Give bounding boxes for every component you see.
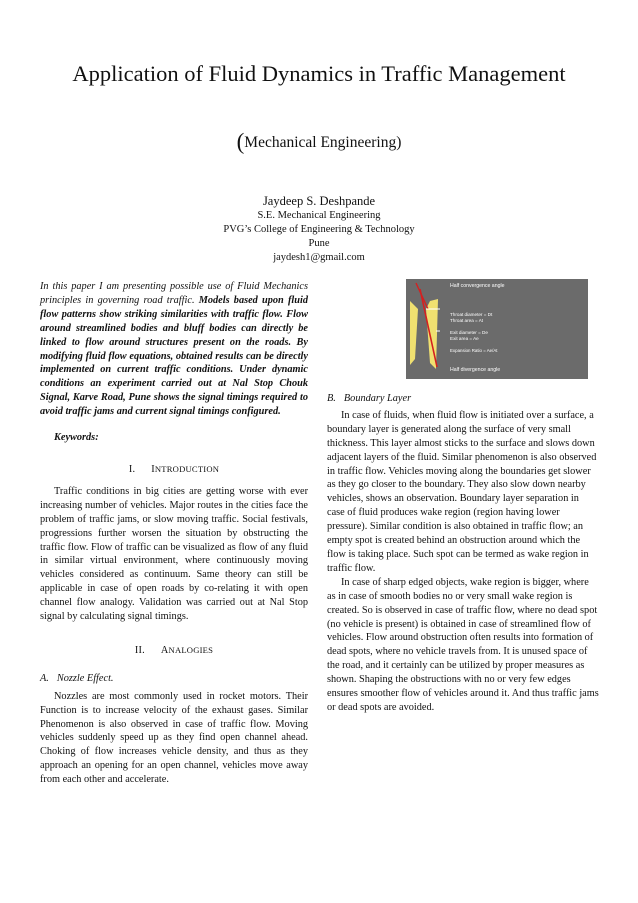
subsection-heading-nozzle <box>40 672 308 686</box>
heading-rest: NALOGIES <box>168 644 214 655</box>
abstract <box>40 280 308 419</box>
introduction-body: Traffic conditions in big cities are getting worse with ever increasing number of vehicles. Major routes in the cities face the problem of traffic jams, or slow moving traffic. Social festivals, progressions further worsen the situation by obstructing the traffic flow. Flow of traffic can be visualized as flow of any fluid in similar virtual environment, where continuously moving vehicles considered as continuum. Same theory can still be applicable in case of open roads by co-relating it with open channel flow analogy. Validation was carried out at Nal Stop signal by calculating signal timings. <box>40 485 308 623</box>
author-block <box>60 193 578 265</box>
section-number: I. <box>128 463 136 475</box>
subsection-letter: B. <box>327 393 336 404</box>
label-exit-diameter: Exit diameter = De <box>450 330 488 335</box>
label-throat-area: Throat area = At <box>450 318 484 323</box>
label-throat-diameter: Throat diameter = Dt <box>450 312 493 317</box>
boundary-paragraph-1: In case of fluids, when fluid flow is initiated over a surface, a boundary layer is generated along the surface of very small thickness. This layer almost sticks to the surface and slows down adjacent layers of the fluid. Similar phenomenon is also observed in traffic flow. Vehicles moving along the boundaries get slower as they go closer to the boundary. They also slow down nearby vehicles, shows an observation. Boundary layer separation in case of fluid produces wake region (region having lower pressure). Similar condition is also obtained in traffic flow; an empty spot is created behind an obstruction around which the flow is taking place. Such spot can be termed as wake region in traffic flow. <box>327 409 597 574</box>
author-department: S.E. Mechanical Engineering <box>257 210 381 221</box>
abstract-bold: Models based upon fluid flow patterns show striking similarities with traffic flow. Flow around streamlined bodies and bluff bodies can directly be linked to flow around structures present on the roads. By modifying fluid flow equations, obtained results can be directly implemented on current traffic conditions. Under dynamic conditions an experiment carried out at Nal Stop Chouk Signal, Karve Road, Pune shows the signal timings required to avoid traffic jams and current signal timings configured. <box>40 294 308 418</box>
left-column <box>40 280 308 787</box>
label-convergence: Half convergence angle <box>450 283 505 289</box>
nozzle-body: Nozzles are most commonly used in rocket motors. Their Function is to increase velocity of the exhaust gases. Similar Phenomenon is also observed in case of traffic flow. Moving vehicles suddenly speed up as they find open channel ahead. Choking of flow increases vehicle density, and thus as they approach an opening for an open channel, vehicles move away from each other and accelerate. <box>40 690 308 786</box>
boundary-paragraph-2: In case of sharp edged objects, wake region is bigger, where as in case of smooth bodies no or very small wake region is created. So is observed in case of traffic flow, where no dead spot (no vehicle is present) is obtained in case of streamlined flow of vehicles. Flow around obstruction often results into formation of dead spots, where no vehicle travels from. It is unused space of the road, and it certainly can be utilized by proper measures as shown. Shaping the obstructions with no or very few edges ensures smoother flow of vehicles around it. And thus traffic jams or dead spots are avoided. <box>327 576 599 713</box>
nozzle-figure <box>406 279 588 379</box>
label-exit-area: Exit area = Ae <box>450 336 479 341</box>
subsection-title: Boundary Layer <box>343 393 412 404</box>
paper-subtitle <box>60 129 578 155</box>
author-city: Pune <box>308 238 330 249</box>
author-name: Jaydeep S. Deshpande <box>262 194 376 208</box>
label-divergence: Half divergence angle <box>450 367 501 373</box>
right-column <box>327 392 599 715</box>
heading-initial: A <box>160 644 169 656</box>
section-heading-introduction <box>40 463 308 477</box>
heading-rest: NTRODUCTION <box>154 463 220 474</box>
label-expansion-ratio: Expansion Ratio = Ae/At <box>450 348 498 353</box>
abstract-intro: In this paper I am presenting possible use of Fluid Mechanics principles in governing road traffic. <box>40 281 308 306</box>
author-college: PVG’s College of Engineering & Technology <box>223 224 415 235</box>
subsection-letter: A. <box>40 672 49 684</box>
paper-title: Application of Fluid Dynamics in Traffic Management <box>72 61 566 86</box>
heading-initial: I <box>151 463 155 475</box>
keywords-label: Keywords: <box>54 432 99 444</box>
subsection-heading-boundary <box>327 392 599 406</box>
subtitle-text: Mechanical Engineering) <box>244 134 402 151</box>
section-heading-analogies <box>40 644 308 658</box>
author-email: jaydesh1@gmail.com <box>273 252 365 263</box>
subsection-title: Nozzle Effect. <box>56 672 114 684</box>
section-number: II. <box>134 644 145 656</box>
subtitle-paren: ( <box>236 129 245 154</box>
